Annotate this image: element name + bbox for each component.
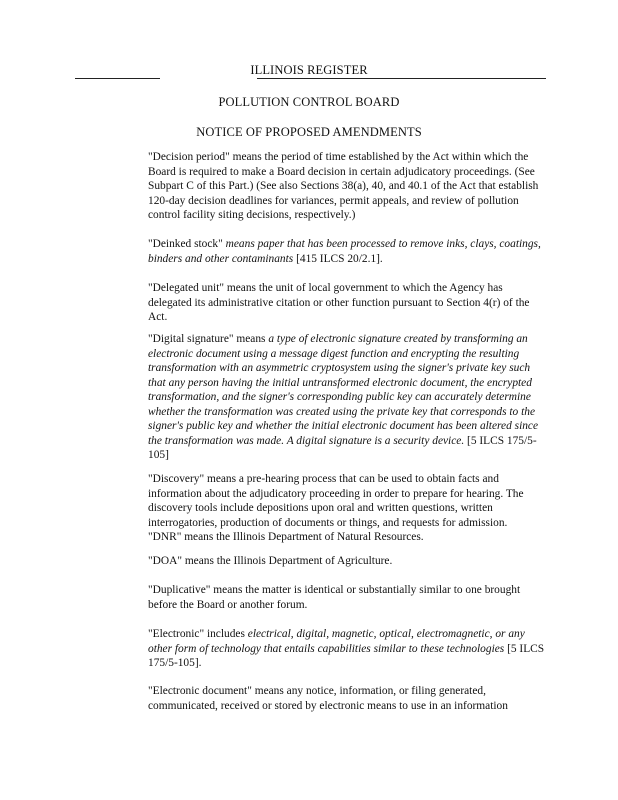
term: "Deinked stock" [148,238,226,250]
definition-delegated-unit: "Delegated unit" means the unit of local government to which the Agency has delegated its administrative citation or other function pursuant to Section 4(r) of the Act. [148,282,530,323]
definition-electronic [148,627,548,671]
discovery-text: "Discovery" means a pre-hearing process that can be used to obtain facts and information about the adjudicatory proceeding in order to prepare for hearing. The discovery tools include depositions upon oral and written questions, written interrogatories, production of documents or things, and requests for admission. [148,473,524,529]
citation: [5 ILCS 175/5-105]. [148,642,545,669]
term: "Digital signature" means [148,333,269,345]
definition-dnr: "DNR" means the Illinois Department of Natural Resources. [148,531,424,543]
citation: [5 ILCS 175/5-105] [148,434,537,461]
definition-digital-signature [148,332,548,463]
header-rule-right [257,78,546,79]
statutory-text: means paper that has been processed to remove inks, clays, coatings, binders and other contaminants [148,238,541,265]
citation: [415 ILCS 20/2.1]. [293,252,383,265]
definition-deinked-stock [148,237,548,266]
term: "Electronic" includes [148,628,248,640]
definition-discovery [148,472,548,545]
header-rule-left [75,78,160,79]
register-title: ILLINOIS REGISTER [250,63,368,77]
statutory-text: electrical, digital, magnetic, optical, electromagnetic, or any other form of technology that entails capabilities similar to these technologies [148,628,525,655]
definition-electronic-document: "Electronic document" means any notice, information, or filing generated, communicated, received or stored by electronic means to use in an information [148,685,508,712]
board-title: POLLUTION CONTROL BOARD [218,95,400,109]
statutory-text: a type of electronic signature created by transforming an electronic document using a message digest function and encrypting the resulting transformation with an asymmetric cryptosystem using the signer's private key such that any person having the initial untransformed electronic document, the encrypted transformation, and the signer's corresponding public key can accurately determine whether the transformation was created using the private key that corresponds to the signer's public key and whether the initial electronic document has been altered since the transformation was made. A digital signature is a security device. [148,333,539,447]
notice-title: NOTICE OF PROPOSED AMENDMENTS [196,125,422,139]
definition-doa: "DOA" means the Illinois Department of Agriculture. [148,555,393,567]
definition-decision-period: "Decision period" means the period of time established by the Act within which the Board is required to make a Board decision in certain adjudicatory proceedings. (See Subpart C of this Part.) (See also Sections 38(a), 40, and 40.1 of the Act that establish 120-day decision deadlines for variances, permit appeals, and review of pollution control facility siting decisions, respectively.) [148,151,539,221]
definition-duplicative: "Duplicative" means the matter is identical or substantially similar to one brought before the Board or another forum. [148,584,521,611]
